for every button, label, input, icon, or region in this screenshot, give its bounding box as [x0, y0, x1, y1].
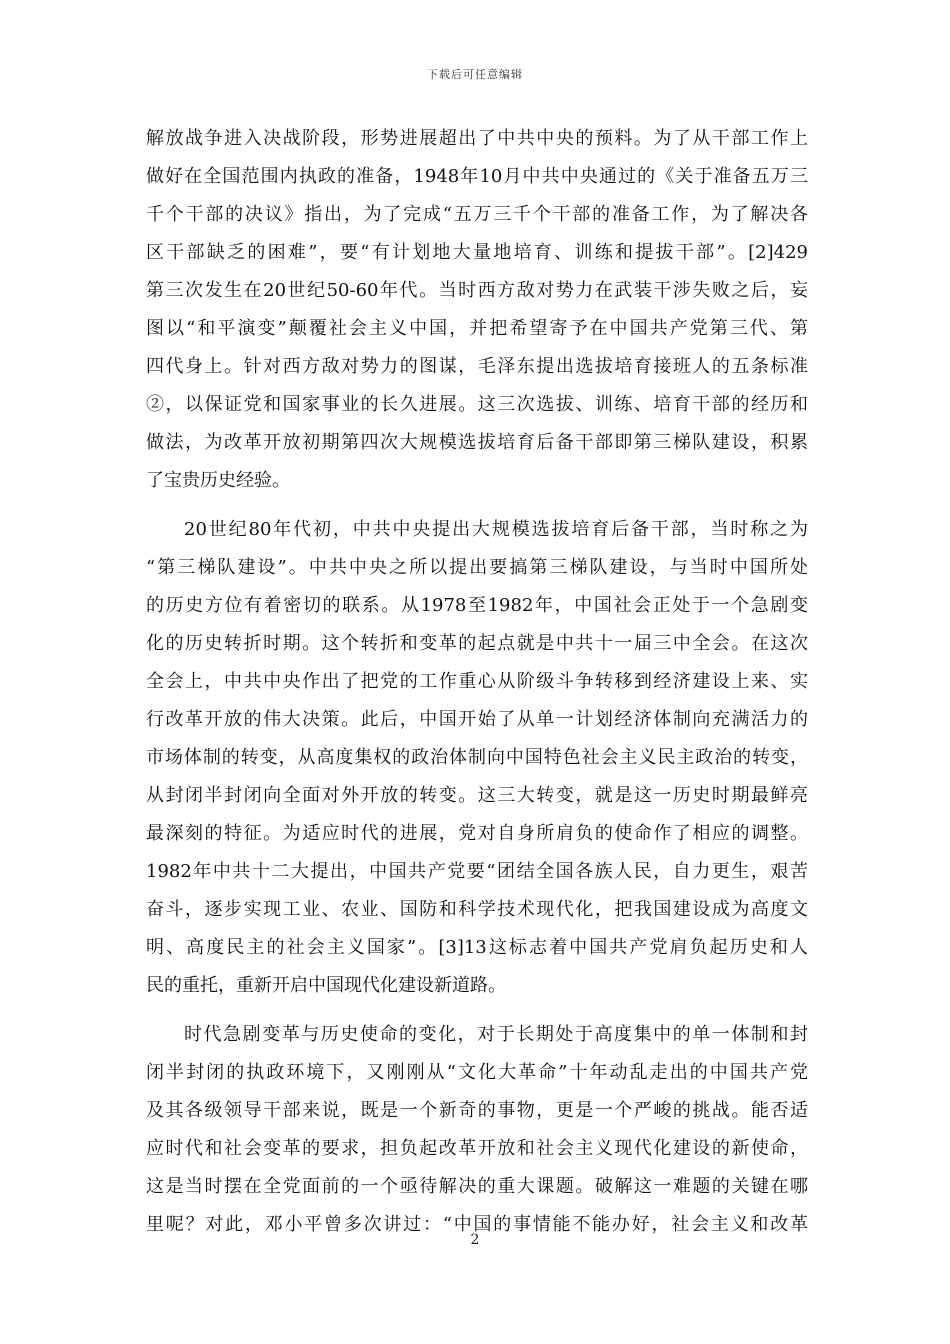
text-line: 从封闭半封闭向全面对外开放的转变。这三大转变，就是这一历史时期最鲜亮	[146, 785, 808, 806]
text-line: 的历史方位有着密切的联系。从1978至1982年，中国社会正处于一个急剧变	[146, 595, 808, 616]
text-line: 最深刻的特征。为适应时代的进展，党对自身所肩负的使命作了相应的调整。	[146, 823, 808, 844]
text-line: 这是当时摆在全党面前的一个亟待解决的重大课题。破解这一难题的关键在哪	[146, 1176, 808, 1197]
paragraph-2	[146, 511, 808, 1005]
text-line: 明、高度民主的社会主义国家”。[3]13这标志着中国共产党肩负起历史和人	[146, 937, 808, 958]
text-line: 化的历史转折时期。这个转折和变革的起点就是中共十一届三中全会。在这次	[146, 633, 808, 654]
text-line: 闭半封闭的执政环境下，又刚刚从“文化大革命”十年动乱走出的中国共产党	[146, 1062, 808, 1083]
text-line: 行改革开放的伟大决策。此后，中国开始了从单一计划经济体制向充满活力的	[146, 709, 808, 730]
text-line: 做法，为改革开放初期第四次大规模选拔培育后备干部即第三梯队建设，积累	[146, 432, 808, 453]
text-line: 全会上，中共中央作出了把党的工作重心从阶级斗争转移到经济建设上来、实	[146, 671, 808, 692]
text-line: 解放战争进入决战阶段，形势进展超出了中共中央的预料。为了从干部工作上	[146, 128, 808, 149]
page-number: 2	[470, 1232, 480, 1248]
text-line: 图以“和平演变”颠覆社会主义中国，并把希望寄予在中国共产党第三代、第	[146, 318, 808, 339]
text-line: 第三次发生在20世纪50-60年代。当时西方敌对势力在武装干涉失败之后，妄	[146, 280, 808, 301]
text-line: 区干部缺乏的困难”，要“有计划地大量地培育、训练和提拔干部”。[2]429	[146, 242, 808, 263]
paragraph-1	[146, 120, 808, 500]
text-line: 里呢？对此，邓小平曾多次讲过：“中国的事情能不能办好，社会主义和改革	[146, 1214, 808, 1235]
text-line: “第三梯队建设”。中共中央之所以提出要搞第三梯队建设，与当时中国所处	[146, 557, 808, 578]
text-line: 奋斗，逐步实现工业、农业、国防和科学技术现代化，把我国建设成为高度文	[146, 899, 808, 920]
text-line: 四代身上。针对西方敌对势力的图谋，毛泽东提出选拔培育接班人的五条标准	[146, 356, 808, 377]
text-line: 时代急剧变革与历史使命的变化，对于长期处于高度集中的单一体制和封	[184, 1024, 808, 1045]
document-body	[146, 120, 808, 1244]
page-header: 下载后可任意编辑	[427, 68, 523, 81]
text-line: 民的重托，重新开启中国现代化建设新道路。	[146, 975, 506, 996]
text-line: 20世纪80年代初，中共中央提出大规模选拔培育后备干部，当时称之为	[184, 519, 808, 540]
text-line: ②，以保证党和国家事业的长久进展。这三次选拔、训练、培育干部的经历和	[146, 394, 808, 415]
text-line: 市场体制的转变，从高度集权的政治体制向中国特色社会主义民主政治的转变，	[146, 747, 808, 768]
text-line: 做好在全国范围内执政的准备，1948年10月中共中央通过的《关于准备五万三	[146, 166, 808, 187]
paragraph-3	[146, 1016, 808, 1244]
text-line: 应时代和社会变革的要求，担负起改革开放和社会主义现代化建设的新使命，	[146, 1138, 808, 1159]
text-line: 千个干部的决议》指出，为了完成“五万三千个干部的准备工作，为了解决各	[146, 204, 808, 225]
text-line: 了宝贵历史经验。	[146, 470, 290, 491]
text-line: 1982年中共十二大提出，中国共产党要“团结全国各族人民，自力更生，艰苦	[146, 861, 808, 882]
text-line: 及其各级领导干部来说，既是一个新奇的事物，更是一个严峻的挑战。能否适	[146, 1100, 808, 1121]
